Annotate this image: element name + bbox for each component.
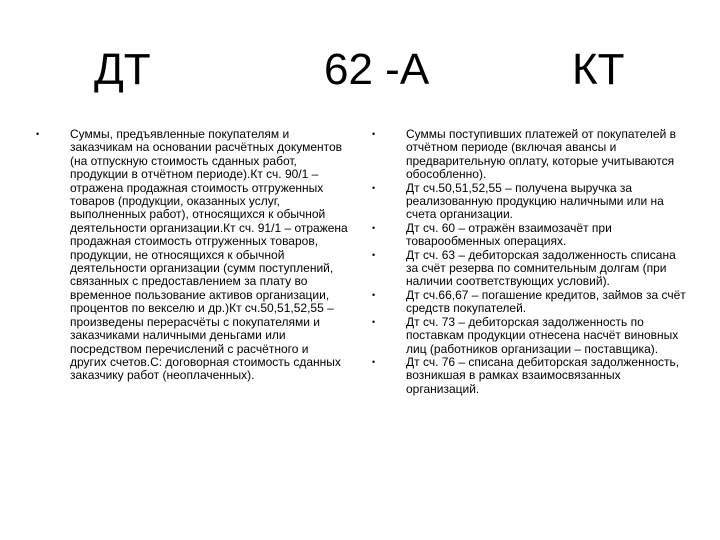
bullet-icon: • (36, 129, 40, 139)
bullet-icon: • (372, 316, 376, 327)
bullet-icon: • (372, 182, 376, 193)
list-item (372, 222, 688, 249)
debit-list (36, 128, 348, 383)
list-item-text: Дт сч.66,67 – погашение кредитов, займов за счёт средств покупателей. (406, 287, 686, 316)
list-item (372, 356, 688, 396)
list-item (36, 128, 348, 383)
list-item (372, 316, 688, 356)
list-item-text: Дт сч. 60 – отражён взаимозачёт при товарообменных операциях. (406, 220, 612, 249)
list-item-text: Дт сч. 63 – дебиторская задолженность списана за счёт резерва по сомнительным долгам (при наличии соответствующих условий). (406, 247, 676, 289)
bullet-icon: • (372, 129, 376, 139)
credit-heading: КТ (572, 45, 625, 94)
credit-list (372, 128, 688, 396)
bullet-icon: • (372, 356, 376, 367)
list-item (372, 128, 688, 182)
account-heading: 62 -А (324, 45, 430, 94)
list-item-text: Суммы поступивших платежей от покупателей в отчётном периоде (включая авансы и предварительную оплату, которые учитываются обособленно). (406, 127, 677, 182)
list-item-text: Дт сч. 76 – списана дебиторская задолженность, возникшая в рамках взаимосвязанных организаций. (406, 354, 680, 396)
list-item-text: Суммы, предъявленные покупателям и заказчикам на основании расчётных документов (на отпускную стоимость сданных работ, продукции в отчётном периоде).Кт сч. 90/1 – отражена продажная стоимость отгруженных товаров (продукции, оказанных услуг, выполненных работ), относящихся к обычной деятельности организации.Кт сч. 91/1 – отражена продажная стоимость отгруженных товаров, продукции, не относящихся к обычной деятельности организации (сумм поступлений, связанных с предоставлением за плату во временное пользование активов организации, процентов по векселю и др.)Кт сч.50,51,52,55 – произведены перерасчёты с покупателями и заказчиками наличными деньгами или посредством перечислений с расчётного и других счетов.С: договорная стоимость сданных заказчику работ (неоплаченных). (70, 127, 348, 383)
list-item-text: Дт сч.50,51,52,55 – получена выручка за реализованную продукцию наличными или на счета организации. (406, 180, 664, 222)
bullet-icon: • (372, 249, 376, 260)
list-item (372, 249, 688, 289)
list-item (372, 289, 688, 316)
list-item (372, 182, 688, 222)
bullet-icon: • (372, 222, 376, 233)
bullet-icon: • (372, 289, 376, 300)
debit-heading: ДТ (94, 45, 151, 94)
list-item-text: Дт сч. 73 – дебиторская задолженность по поставкам продукции отнесена насчёт виновных лиц (работников организации – поставщика). (406, 314, 679, 356)
